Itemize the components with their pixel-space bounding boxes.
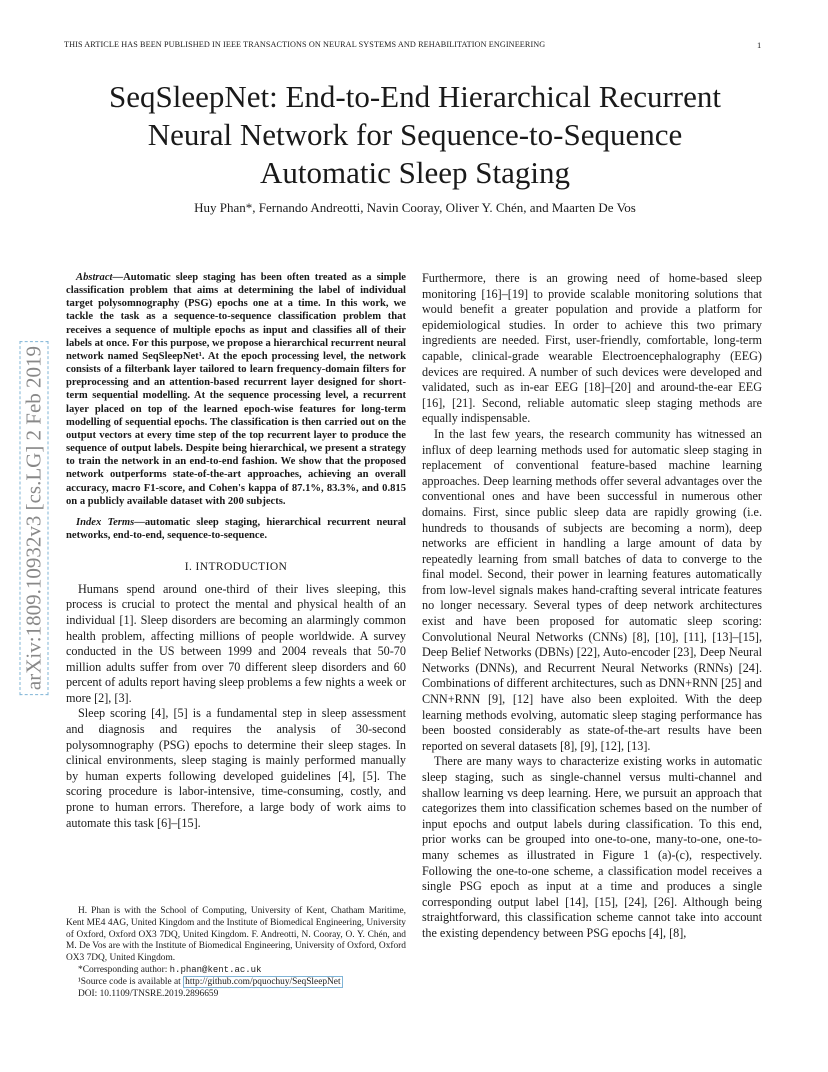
source-code-link[interactable]: http://github.com/pquochuy/SeqSleepNet [185, 976, 341, 987]
affiliation-note: H. Phan is with the School of Computing, University of Kent, Chatham Maritime, Kent ME4 4AG, United Kingdom and the Institute of Biomedical Engineering, University of Oxford, Oxford OX3 7DQ, United Kingdom. F. Andreotti, N. Cooray, O. Y. Chén, and M. De Vos are with the Institute of Biomedical Engineering, University of Oxford, Oxford OX3 7DQ, United Kingdom. [66, 906, 406, 964]
index-terms-lead: Index Terms [76, 516, 135, 528]
corresponding-label: *Corresponding author: [78, 964, 168, 975]
author-list: Huy Phan*, Fernando Andreotti, Navin Cooray, Oliver Y. Chén, and Maarten De Vos [194, 200, 636, 215]
index-terms [66, 516, 406, 542]
corresponding-note [66, 965, 406, 977]
footnotes [66, 906, 406, 1000]
arxiv-sidebar[interactable] [22, 268, 46, 768]
left-column [66, 271, 406, 831]
running-head: THIS ARTICLE HAS BEEN PUBLISHED IN IEEE TRANSACTIONS ON NEURAL SYSTEMS AND REHABILITATION ENGINEERING [64, 40, 546, 49]
index-terms-text: —automatic sleep staging, hierarchical recurrent neural networks, end-to-end, sequence-to-sequence. [66, 516, 406, 541]
title-line: SeqSleepNet: End-to-End Hierarchical Recurrent [108, 79, 721, 114]
arxiv-identifier[interactable]: arXiv:1809.10932v3 [cs.LG] 2 Feb 2019 [20, 341, 49, 695]
abstract-lead: Abstract [76, 272, 113, 283]
source-note [66, 977, 406, 989]
paper-title [60, 78, 770, 192]
body-paragraph: Sleep scoring [4], [5] is a fundamental step in sleep assessment and diagnosis and requires the analysis of 30-second polysomnography (PSG) epochs to determine their sleep stages. In clinical environments, sleep staging is mainly performed manually by human experts following developed guidelines [4], [5]. The scoring procedure is labor-intensive, time-consuming, costly, and prone to human errors. Therefore, a large body of work aims to automate this task [6]–[15]. [66, 706, 406, 830]
body-paragraph: In the last few years, the research community has witnessed an influx of deep learning methods used for automatic sleep staging in replacement of conventional feature-based machine learning approaches. Deep learning methods offer several advantages over the conventional ones and have been successful in numerous other domains. First, since public sleep data are rapidly growing (i.e. hundreds to thousands of subjects are becoming a norm), deep networks are efficient in handling a large amount of data by repeatedly learning from small batches of data to converge to the final model. Second, their power in learning features automatically from low-level signals makes hand-crafting several intricate features no longer necessary. Several types of deep network architectures exist and have been proposed for automatic sleep scoring: Convolutional Neural Networks (CNNs) [8], [10], [11], [13]–[15], Deep Belief Networks (DBNs) [22], Auto-encoder [23], Deep Neural Networks (DNNs), and Recurrent Neural Networks (RNNs) [24]. Combinations of different architectures, such as DNN+RNN [25] and CNN+RNN [9], [12] have also been exploited. With the deep learning methods evolving, automatic sleep staging performance has been boosted considerably as state-of-the-art results have been reported on several datasets [8], [9], [12], [13]. [422, 426, 762, 753]
abstract [66, 271, 406, 508]
title-line: Automatic Sleep Staging [260, 155, 570, 190]
body-paragraph: There are many ways to characterize existing works in automatic sleep staging, such as single-channel versus multi-channel and shallow learning vs deep learning. Here, we pursuit an approach that categorizes them into classification schemes based on the number of input epochs and output labels during classification. To this end, prior works can be grouped into one-to-one, many-to-one, one-to-many schemes as illustrated in Figure 1 (a)-(c), respectively. Following the one-to-one scheme, a classification model receives a single PSG epoch as input at a time and produces a single corresponding output label [14], [15], [24], [26]. Although being straightforward, this classification scheme cannot take into account the existing dependency between PSG epochs [4], [8], [422, 754, 762, 940]
abstract-text: —Automatic sleep staging has been often treated as a simple classification problem that aims at determining the label of individual target polysomnography (PSG) epochs one at a time. In this work, we tackle the task as a sequence-to-sequence classification problem that receives a sequence of multiple epochs as input and classifies all of their labels at once. For this purpose, we propose a hierarchical recurrent neural network named SeqSleepNet¹. At the epoch processing level, the network consists of a filterbank layer tailored to learn frequency-domain filters for preprocessing and an attention-based recurrent layer designed for short-term sequential modelling. At the sequence processing level, a recurrent layer placed on top of the learned epoch-wise features for long-term modelling of sequential epochs. The classification is then carried out on the output vectors at every time step of the top recurrent layer to produce the sequence of output labels. Despite being hierarchical, we present a strategy to train the network in an end-to-end fashion. We show that the proposed network outperforms state-of-the-art approaches, achieving an overall accuracy, macro F1-score, and Cohen's kappa of 87.1%, 83.3%, and 0.815 on a publicly available dataset with 200 subjects. [66, 272, 406, 507]
source-label: ¹Source code is available at [78, 976, 181, 987]
body-paragraph: Furthermore, there is an growing need of home-based sleep monitoring [16]–[19] to provide scalable monitoring solutions that would benefit a greater population and provide a platform for epidemiological studies. In order to achieve this two primary ingredients are needed. First, user-friendly, comfortable, long-term capable, clinical-grade wearable Electroencephalography (EEG) devices are required. A number of such devices were developed and validated, such as in-ear EEG [18]–[20] and around-the-ear EEG [16], [21]. Second, reliable automatic sleep staging methods are equally indispensable. [422, 271, 762, 426]
page-number: 1 [757, 40, 762, 50]
doi-note: DOI: 10.1109/TNSRE.2019.2896659 [78, 988, 219, 999]
corresponding-email[interactable]: h.phan@kent.ac.uk [169, 964, 262, 975]
section-heading: I. INTRODUCTION [184, 561, 288, 574]
title-line: Neural Network for Sequence-to-Sequence [147, 117, 683, 152]
right-column [422, 271, 762, 942]
body-paragraph: Humans spend around one-third of their lives sleeping, this process is crucial to protect the mental and physical health of an individual [1]. Sleep disorders are becoming an alarmingly common health problem, affecting millions of people worldwide. A survey conducted in the US between 1999 and 2004 reveals that 50-70 million adults suffer from over 70 different sleep disorders and 60 percent of adults report having sleep problems a few nights a week or more [2], [3]. [66, 581, 406, 705]
